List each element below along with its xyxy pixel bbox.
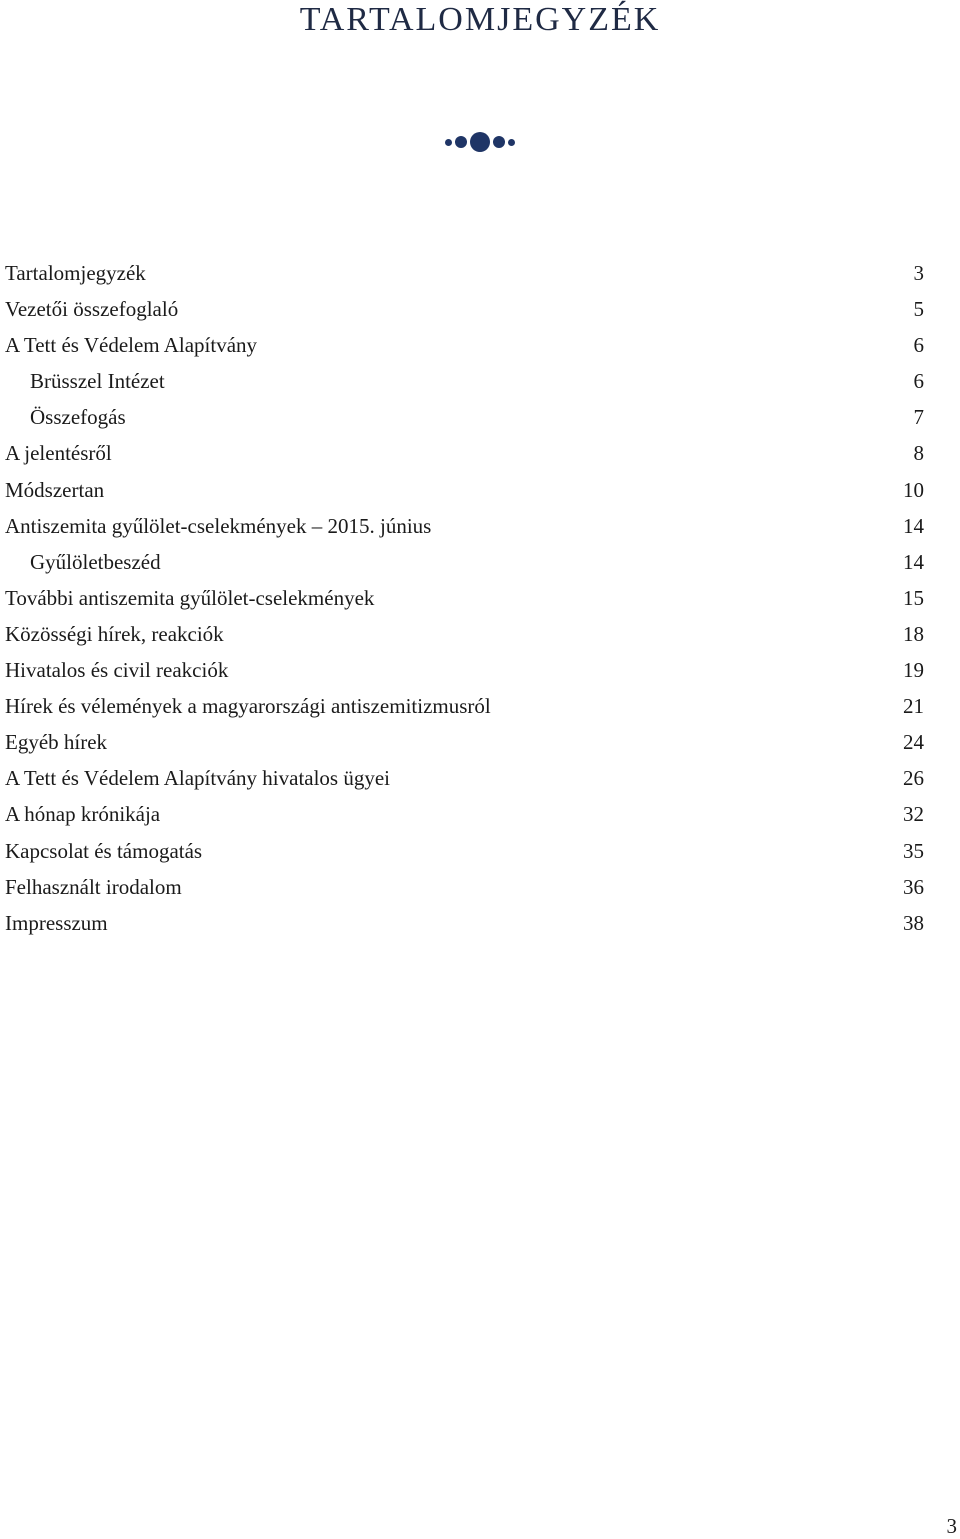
toc-entry-title: További antiszemita gyűlölet-cselekmények bbox=[5, 585, 375, 610]
toc-entry[interactable] bbox=[0, 544, 960, 580]
toc-entry-title: Kapcsolat és támogatás bbox=[5, 838, 203, 863]
toc-entry[interactable] bbox=[0, 508, 960, 544]
toc-entry[interactable] bbox=[0, 833, 960, 869]
toc-entry-title: Brüsszel Intézet bbox=[30, 369, 165, 394]
toc-entry-page: 8 bbox=[913, 441, 924, 466]
toc-entry-title: Módszertan bbox=[5, 477, 105, 502]
toc-entry-title: A Tett és Védelem Alapítvány bbox=[5, 333, 258, 358]
toc-entry-title: Vezetői összefoglaló bbox=[5, 297, 179, 322]
page-number: 3 bbox=[946, 1514, 957, 1538]
toc-entry-title: Impresszum bbox=[5, 910, 108, 935]
toc-entry-page: 38 bbox=[903, 910, 924, 935]
toc-entry-page: 6 bbox=[913, 369, 924, 394]
toc-entry[interactable] bbox=[0, 472, 960, 508]
toc-entry-page: 14 bbox=[903, 513, 924, 538]
toc-entry-title: Közösségi hírek, reakciók bbox=[5, 621, 224, 646]
toc-entry-page: 5 bbox=[913, 297, 924, 322]
toc-entry[interactable] bbox=[0, 580, 960, 616]
toc-entry-page: 3 bbox=[913, 261, 924, 285]
toc-entry[interactable] bbox=[0, 291, 960, 327]
toc-entry-title: Hírek és vélemények a magyarországi antiszemitizmusról bbox=[5, 694, 491, 719]
toc-entry-title: Tartalomjegyzék bbox=[5, 261, 146, 285]
toc-entry[interactable] bbox=[0, 435, 960, 471]
toc-entry-page: 18 bbox=[903, 621, 924, 646]
toc-entry-page: 36 bbox=[903, 874, 924, 899]
toc-entry-title: Hivatalos és civil reakciók bbox=[5, 658, 229, 683]
toc-entry[interactable] bbox=[0, 724, 960, 760]
toc-entry-title: Gyűlöletbeszéd bbox=[30, 549, 161, 574]
dot-ornament-icon bbox=[0, 128, 960, 156]
toc-entry[interactable] bbox=[0, 760, 960, 796]
toc-entry[interactable] bbox=[0, 688, 960, 724]
toc-entry[interactable] bbox=[0, 327, 960, 363]
toc-entry[interactable] bbox=[0, 652, 960, 688]
toc-entry-page: 15 bbox=[903, 585, 924, 610]
toc-entry-page: 35 bbox=[903, 838, 924, 863]
toc-entry[interactable] bbox=[0, 399, 960, 435]
toc-entry-page: 26 bbox=[903, 766, 924, 791]
toc-entry-title: Egyéb hírek bbox=[5, 730, 108, 755]
toc-entry[interactable] bbox=[0, 616, 960, 652]
toc-entry[interactable] bbox=[0, 869, 960, 905]
toc-entry-title: A hónap krónikája bbox=[5, 802, 161, 827]
toc-entry[interactable] bbox=[0, 255, 960, 291]
page-title: TARTALOMJEGYZÉK bbox=[299, 1, 661, 38]
toc-entry-page: 7 bbox=[913, 405, 924, 430]
toc-entry-page: 24 bbox=[903, 730, 924, 755]
toc-entry-page: 32 bbox=[903, 802, 924, 827]
toc-entry-title: Összefogás bbox=[30, 405, 126, 430]
toc-entry-page: 6 bbox=[913, 333, 924, 358]
toc-entry-page: 14 bbox=[903, 549, 924, 574]
toc-entry[interactable] bbox=[0, 363, 960, 399]
toc-entry-page: 21 bbox=[903, 694, 924, 719]
table-of-contents bbox=[0, 255, 960, 941]
toc-entry-title: A jelentésről bbox=[5, 441, 112, 466]
toc-entry-title: Felhasznált irodalom bbox=[5, 874, 182, 899]
toc-entry-title: Antiszemita gyűlölet-cselekmények – 2015. június bbox=[5, 513, 432, 538]
toc-entry-page: 19 bbox=[903, 658, 924, 683]
toc-entry-page: 10 bbox=[903, 477, 924, 502]
toc-entry[interactable] bbox=[0, 796, 960, 832]
toc-entry-title: A Tett és Védelem Alapítvány hivatalos ügyei bbox=[5, 766, 391, 791]
toc-entry[interactable] bbox=[0, 905, 960, 941]
